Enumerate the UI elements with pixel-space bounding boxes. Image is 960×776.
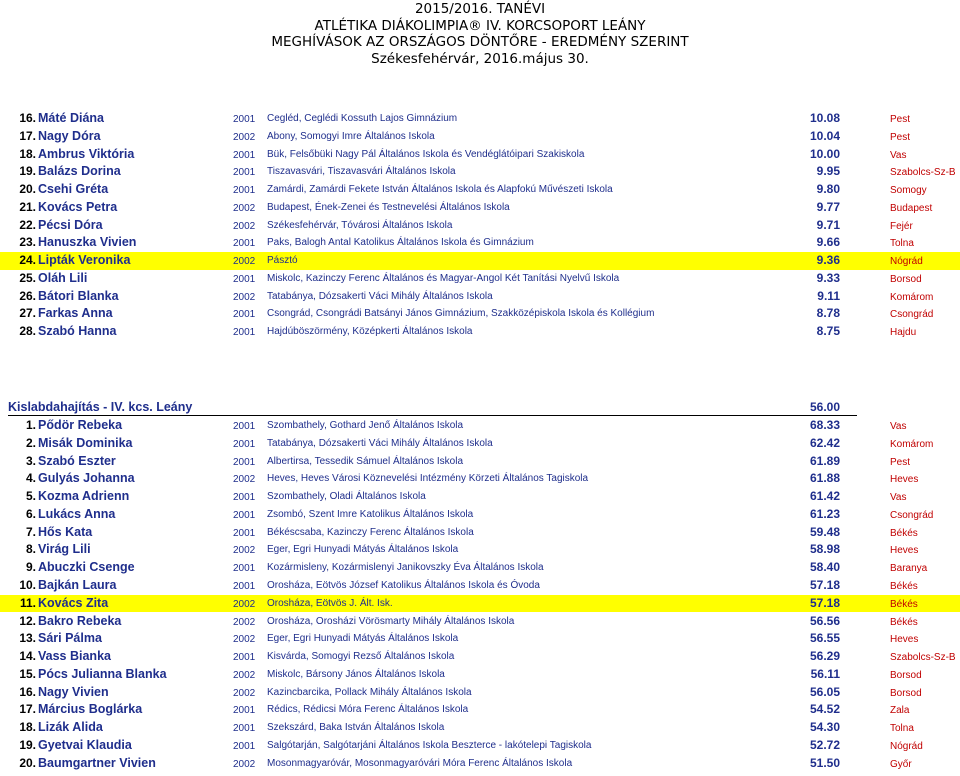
result-score: 56.56 xyxy=(809,613,840,628)
athlete-name: Lukács Anna xyxy=(38,506,116,521)
rank-cell: 14. xyxy=(19,649,36,664)
table-row xyxy=(0,288,960,306)
athlete-name: Oláh Lili xyxy=(38,270,88,285)
birth-year: 2001 xyxy=(233,438,256,450)
school-name: Kisvárda, Somogyi Rezső Általános Iskola xyxy=(267,651,455,663)
county-name: Békés xyxy=(890,581,918,593)
school-name: Békéscsaba, Kazinczy Ferenc Általános Iskola xyxy=(267,526,474,538)
school-name: Miskolc, Bársony János Általános Iskola xyxy=(267,668,445,680)
table-row xyxy=(0,541,960,559)
result-score: 58.98 xyxy=(809,542,840,557)
result-score: 51.50 xyxy=(809,755,840,770)
rank-cell: 16. xyxy=(19,684,36,699)
table-row xyxy=(0,217,960,235)
result-score: 61.89 xyxy=(809,453,840,468)
county-name: Vas xyxy=(890,492,907,504)
table-row xyxy=(0,684,960,702)
section-divider xyxy=(8,415,857,416)
school-name: Eger, Egri Hunyadi Mátyás Általános Iskola xyxy=(267,633,459,645)
rank-cell: 18. xyxy=(19,146,36,161)
result-score: 9.66 xyxy=(816,235,840,250)
table-row xyxy=(0,506,960,524)
county-name: Heves xyxy=(890,634,919,646)
birth-year: 2002 xyxy=(233,758,256,770)
table-row xyxy=(0,613,960,631)
county-name: Heves xyxy=(890,545,919,557)
school-name: Rédics, Rédicsi Móra Ferenc Általános Iskola xyxy=(267,704,469,716)
birth-year: 2002 xyxy=(233,256,256,267)
county-name: Somogy xyxy=(890,185,927,196)
rank-cell: 7. xyxy=(25,524,36,539)
result-score: 10.04 xyxy=(809,128,840,143)
county-name: Budapest xyxy=(890,202,933,214)
school-name: Mosonmagyaróvár, Mosonmagyaróvári Móra Ferenc Általános Iskola xyxy=(267,757,573,769)
county-name: Komárom xyxy=(890,291,934,303)
county-name: Vas xyxy=(890,149,907,161)
county-name: Győr xyxy=(890,758,912,770)
school-name: Hajdúböszörmény, Középkerti Általános Iskola xyxy=(267,326,473,337)
table-row xyxy=(0,435,960,453)
result-score: 54.52 xyxy=(809,702,840,717)
rank-cell: 15. xyxy=(19,666,36,681)
athlete-name: Hanuszka Vivien xyxy=(38,235,137,250)
athlete-name: Kovács Petra xyxy=(38,199,118,214)
birth-year: 2001 xyxy=(233,309,256,321)
athlete-name: Bajkán Laura xyxy=(38,578,117,593)
table-row xyxy=(0,595,960,613)
school-name: Pásztó xyxy=(267,255,298,266)
birth-year: 2001 xyxy=(233,421,256,432)
school-name: Székesfehérvár, Tóvárosi Általános Iskola xyxy=(267,219,453,231)
county-name: Békés xyxy=(890,616,918,628)
rank-cell: 20. xyxy=(19,182,36,196)
birth-year: 2002 xyxy=(233,220,256,232)
birth-year: 2001 xyxy=(233,581,256,593)
rank-cell: 4. xyxy=(25,471,36,486)
school-name: Zsombó, Szent Imre Katolikus Általános Iskola xyxy=(267,508,474,520)
rank-cell: 12. xyxy=(19,613,36,628)
rank-cell: 11. xyxy=(19,595,36,610)
document-header xyxy=(0,0,960,67)
school-name: Zamárdi, Zamárdi Fekete István Általános Iskola és Alapfokú Művészeti Iskola xyxy=(267,184,613,195)
table-row xyxy=(0,524,960,542)
result-score: 9.80 xyxy=(816,182,840,196)
table-row xyxy=(0,630,960,648)
result-score: 56.11 xyxy=(810,666,840,681)
result-score: 9.36 xyxy=(816,253,840,267)
county-name: Zala xyxy=(890,705,910,717)
school-name: Tatabánya, Dózsakerti Váci Mihály Általános Iskola xyxy=(267,437,493,449)
birth-year: 2001 xyxy=(233,456,256,468)
school-name: Tiszavasvári, Tiszavasvári Általános Iskola xyxy=(267,166,456,178)
birth-year: 2002 xyxy=(233,545,256,557)
athlete-name: Március Boglárka xyxy=(38,702,143,717)
birth-year: 2001 xyxy=(233,327,256,338)
county-name: Tolna xyxy=(890,723,914,735)
table-row xyxy=(0,755,960,773)
athlete-name: Gulyás Johanna xyxy=(38,471,135,486)
county-name: Szabolcs-Sz-B xyxy=(890,167,956,179)
county-name: Borsod xyxy=(890,273,922,285)
rank-cell: 5. xyxy=(25,489,36,504)
result-score: 8.78 xyxy=(816,306,840,321)
result-score: 10.00 xyxy=(809,146,840,161)
table-row xyxy=(0,737,960,755)
rank-cell: 23. xyxy=(19,235,36,250)
result-score: 62.42 xyxy=(809,435,840,450)
county-name: Fejér xyxy=(890,220,913,232)
school-name: Albertirsa, Tessedik Sámuel Általános Iskola xyxy=(267,455,464,467)
result-score: 9.77 xyxy=(816,199,840,214)
athlete-name: Hős Kata xyxy=(38,524,93,539)
school-name: Kazincbarcika, Pollack Mihály Általános Iskola xyxy=(267,686,472,698)
result-score: 9.11 xyxy=(817,288,840,303)
athlete-name: Sári Pálma xyxy=(38,631,102,646)
birth-year: 2001 xyxy=(233,527,256,539)
rank-cell: 18. xyxy=(19,720,36,735)
rank-cell: 16. xyxy=(19,111,36,125)
result-score: 8.75 xyxy=(816,324,840,338)
birth-year: 2001 xyxy=(233,185,256,196)
school-name: Paks, Balogh Antal Katolikus Általános Iskola és Gimnázium xyxy=(267,237,534,249)
school-name: Szekszárd, Baka István Általános Iskola xyxy=(267,722,445,734)
rank-cell: 22. xyxy=(19,217,36,232)
result-score: 59.48 xyxy=(809,524,840,539)
county-name: Baranya xyxy=(890,563,928,575)
athlete-name: Baumgartner Vivien xyxy=(38,755,156,770)
birth-year: 2001 xyxy=(233,273,256,285)
county-name: Békés xyxy=(890,598,918,610)
athlete-name: Máté Diána xyxy=(38,111,104,125)
table-row xyxy=(0,234,960,252)
school-name: Miskolc, Kazinczy Ferenc Általános és Magyar-Angol Két Tanítási Nyelvű Iskola xyxy=(267,272,620,284)
county-name: Szabolcs-Sz-B xyxy=(890,652,956,664)
table-row xyxy=(0,199,960,217)
rank-cell: 9. xyxy=(25,560,36,575)
rank-cell: 6. xyxy=(25,506,36,521)
birth-year: 2001 xyxy=(233,705,256,717)
athlete-name: Pődör Rebeka xyxy=(38,418,123,432)
school-name: Eger, Egri Hunyadi Mátyás Általános Iskola xyxy=(267,544,459,556)
county-name: Heves xyxy=(890,474,919,486)
birth-year: 2001 xyxy=(233,167,256,179)
birth-year: 2002 xyxy=(233,474,256,486)
rank-cell: 20. xyxy=(19,755,36,770)
table-row xyxy=(0,701,960,719)
rank-cell: 8. xyxy=(25,542,36,557)
result-score: 56.05 xyxy=(809,684,840,699)
school-name: Abony, Somogyi Imre Általános Iskola xyxy=(267,130,435,142)
athlete-name: Pécsi Dóra xyxy=(38,217,103,232)
table-row xyxy=(0,270,960,288)
county-name: Nógrád xyxy=(890,256,923,267)
table-row xyxy=(0,470,960,488)
birth-year: 2001 xyxy=(233,149,256,161)
result-score: 9.71 xyxy=(816,217,840,232)
school-name: Orosháza, Eötvös J. Ált. Isk. xyxy=(267,597,393,609)
county-name: Vas xyxy=(890,421,907,432)
birth-year: 2002 xyxy=(233,634,256,646)
birth-year: 2001 xyxy=(233,652,256,664)
birth-year: 2001 xyxy=(233,741,256,753)
county-name: Borsod xyxy=(890,687,922,699)
county-name: Pest xyxy=(890,456,911,468)
table-row xyxy=(0,305,960,323)
result-score: 9.33 xyxy=(816,270,840,285)
county-name: Békés xyxy=(890,527,918,539)
school-name: Bük, Felsőbüki Nagy Pál Általános Iskola és Vendéglátóipari Szakiskola xyxy=(267,148,585,160)
school-name: Kozármisleny, Kozármislenyi Janikovszky Éva Általános Iskola xyxy=(267,562,544,574)
school-name: Szombathely, Oladi Általános Iskola xyxy=(267,491,426,503)
athlete-name: Ambrus Viktória xyxy=(38,146,135,161)
athlete-name: Kozma Adrienn xyxy=(38,489,130,504)
school-name: Heves, Heves Városi Köznevelési Intézmény Körzeti Általános Tagiskola xyxy=(267,473,589,485)
athlete-name: Bátori Blanka xyxy=(38,288,119,303)
county-name: Csongrád xyxy=(890,309,934,321)
table-row xyxy=(0,323,960,341)
table-row xyxy=(0,110,960,128)
athlete-name: Bakro Rebeka xyxy=(38,613,122,628)
rank-cell: 17. xyxy=(19,128,36,143)
birth-year: 2002 xyxy=(233,202,256,214)
county-name: Csongrád xyxy=(890,509,934,521)
birth-year: 2001 xyxy=(233,509,256,521)
header-venue-date: Székesfehérvár, 2016.május 30. xyxy=(371,50,589,67)
birth-year: 2001 xyxy=(233,492,256,504)
birth-year: 2002 xyxy=(233,669,256,681)
birth-year: 2001 xyxy=(233,563,256,575)
county-name: Hajdu xyxy=(890,327,917,338)
section-title: Kislabdahajítás - IV. kcs. Leány xyxy=(8,400,193,414)
table-row xyxy=(0,417,960,435)
county-name: Nógrád xyxy=(890,741,923,753)
result-score: 58.40 xyxy=(809,560,840,575)
table-row xyxy=(0,128,960,146)
athlete-name: Abuczki Csenge xyxy=(38,560,135,575)
birth-year: 2001 xyxy=(233,114,256,125)
rank-cell: 1. xyxy=(25,418,36,432)
athlete-name: Csehi Gréta xyxy=(38,182,109,196)
school-name: Szombathely, Gothard Jenő Általános Iskola xyxy=(267,420,464,431)
result-score: 54.30 xyxy=(809,720,840,735)
rank-cell: 19. xyxy=(19,738,36,753)
athlete-name: Szabó Hanna xyxy=(38,324,117,338)
result-score: 57.18 xyxy=(809,578,840,593)
rank-cell: 2. xyxy=(25,435,36,450)
athlete-name: Balázs Dorina xyxy=(38,164,121,179)
result-score: 56.29 xyxy=(809,649,840,664)
athlete-name: Nagy Dóra xyxy=(38,128,101,143)
table-row xyxy=(0,648,960,666)
rank-cell: 10. xyxy=(19,578,36,593)
result-score: 61.88 xyxy=(809,471,840,486)
table-row xyxy=(0,719,960,737)
birth-year: 2002 xyxy=(233,291,256,303)
athlete-name: Lizák Alida xyxy=(38,720,103,735)
birth-year: 2002 xyxy=(233,687,256,699)
birth-year: 2002 xyxy=(233,616,256,628)
table-row xyxy=(0,181,960,199)
county-name: Pest xyxy=(890,114,911,125)
table-row xyxy=(0,488,960,506)
result-score: 10.08 xyxy=(809,111,840,125)
school-name: Budapest, Ének-Zenei és Testnevelési Általános Iskola xyxy=(267,201,510,213)
result-score: 61.42 xyxy=(809,489,840,504)
birth-year: 2002 xyxy=(233,131,256,143)
result-score: 57.18 xyxy=(809,595,840,610)
table-row xyxy=(0,453,960,471)
table-row xyxy=(0,163,960,181)
rank-cell: 28. xyxy=(19,324,36,338)
county-name: Pest xyxy=(890,131,911,143)
school-name: Csongrád, Csongrádi Batsányi János Gimnázium, Szakközépiskola Iskola és Kollégium xyxy=(267,308,655,320)
result-score: 52.72 xyxy=(809,738,840,753)
table-row xyxy=(0,577,960,595)
athlete-name: Nagy Vivien xyxy=(38,684,109,699)
rank-cell: 3. xyxy=(25,453,36,468)
athlete-name: Lipták Veronika xyxy=(38,253,131,267)
school-name: Cegléd, Ceglédi Kossuth Lajos Gimnázium xyxy=(267,113,458,124)
school-name: Tatabánya, Dózsakerti Váci Mihály Általános Iskola xyxy=(267,290,493,302)
result-score: 9.95 xyxy=(816,164,840,179)
birth-year: 2002 xyxy=(233,598,256,610)
rank-cell: 24. xyxy=(19,253,36,267)
athlete-name: Gyetvai Klaudia xyxy=(38,738,132,753)
rank-cell: 26. xyxy=(19,288,36,303)
rank-cell: 13. xyxy=(19,631,36,646)
athlete-name: Vass Bianka xyxy=(38,649,111,664)
header-school-year: 2015/2016. TANÉVI xyxy=(414,1,546,17)
athlete-name: Szabó Eszter xyxy=(38,453,116,468)
athlete-name: Kovács Zita xyxy=(38,595,109,610)
result-score: 68.33 xyxy=(809,418,840,432)
athlete-name: Virág Lili xyxy=(38,542,91,557)
rank-cell: 17. xyxy=(19,702,36,717)
header-competition: ATLÉTIKA DIÁKOLIMPIA® IV. KORCSOPORT LEÁNY xyxy=(314,17,646,34)
table-row xyxy=(0,252,960,270)
rank-cell: 27. xyxy=(19,306,36,321)
table-row xyxy=(0,559,960,577)
table-row xyxy=(0,146,960,164)
athlete-name: Pócs Julianna Blanka xyxy=(38,666,167,681)
result-score: 61.23 xyxy=(809,506,840,521)
section-qualifying-score: 56.00 xyxy=(809,400,840,414)
rank-cell: 19. xyxy=(19,164,36,179)
birth-year: 2001 xyxy=(233,238,256,250)
county-name: Komárom xyxy=(890,438,934,450)
table-row xyxy=(0,666,960,684)
county-name: Tolna xyxy=(890,238,914,250)
school-name: Orosháza, Eötvös József Katolikus Általános Iskola és Óvoda xyxy=(267,580,540,592)
result-score: 56.55 xyxy=(809,631,840,646)
school-name: Orosháza, Orosházi Vörösmarty Mihály Általános Iskola xyxy=(267,615,515,627)
athlete-name: Farkas Anna xyxy=(38,306,113,321)
school-name: Salgótarján, Salgótarjáni Általános Iskola Beszterce - lakótelepi Tagiskola xyxy=(267,740,592,752)
rank-cell: 25. xyxy=(19,270,36,285)
header-subtitle: MEGHÍVÁSOK AZ ORSZÁGOS DÖNTŐRE - EREDMÉNY SZERINT xyxy=(271,34,689,50)
county-name: Borsod xyxy=(890,669,922,681)
rank-cell: 21. xyxy=(19,199,36,214)
athlete-name: Misák Dominika xyxy=(38,435,133,450)
birth-year: 2001 xyxy=(233,723,256,735)
